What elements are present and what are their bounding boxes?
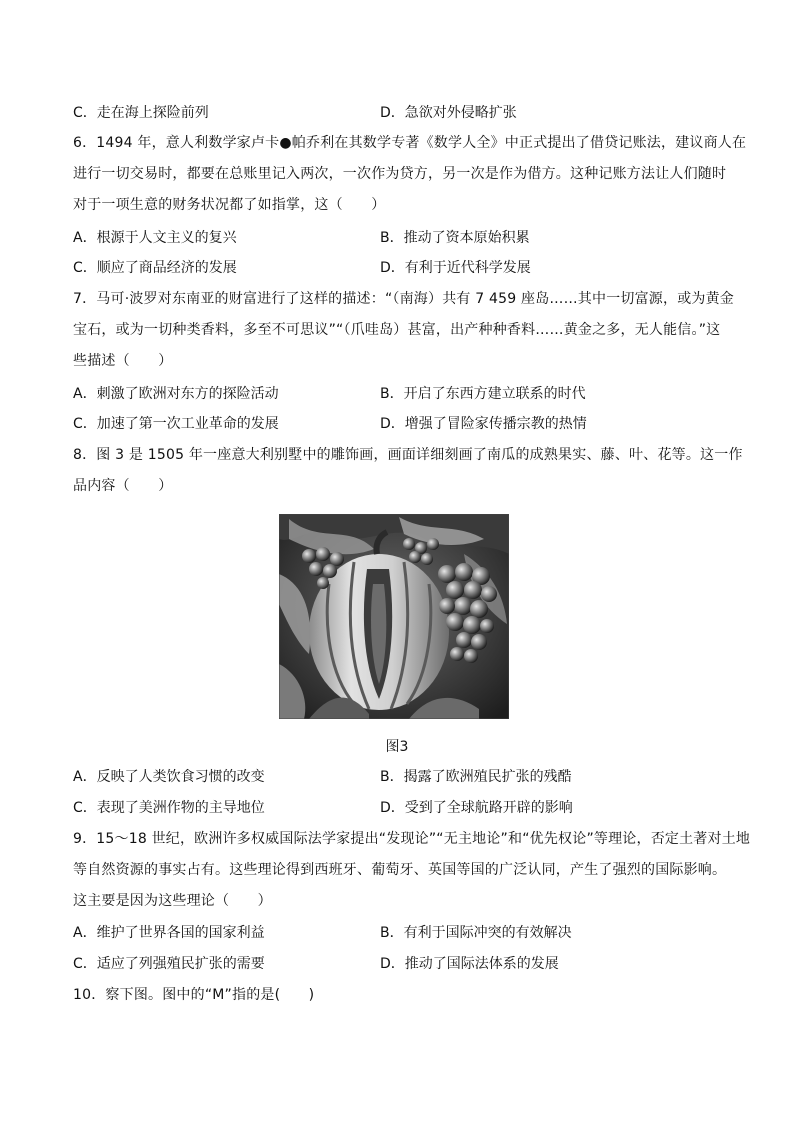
q8-stem-line-2: 品内容（ ） — [73, 478, 173, 494]
q9-option-d: D．推动了国际法体系的发展 — [380, 956, 559, 972]
q7-option-c: C．加速了第一次工业革命的发展 — [73, 416, 279, 432]
q9-option-c: C．适应了列强殖民扩张的需要 — [73, 956, 265, 972]
q5-option-c: C．走在海上探险前列 — [73, 105, 209, 121]
q6-option-b: B．推动了资本原始积累 — [380, 230, 530, 246]
q8-stem-line-1: 8．图 3 是 1505 年一座意大利别墅中的雕饰画，画面详细刻画了南瓜的成熟果实、藤、叶、花等。这一作 — [73, 447, 743, 463]
figure-3-pumpkin-relief — [279, 514, 509, 719]
q10-stem: 10．察下图。图中的“M”指的是( ) — [73, 987, 315, 1003]
q7-stem-line-3: 些描述（ ） — [73, 353, 173, 369]
q8-option-a: A．反映了人类饮食习惯的改变 — [73, 769, 265, 785]
q7-option-b: B．开启了东西方建立联系的时代 — [380, 386, 586, 402]
q6-option-d: D．有利于近代科学发展 — [380, 260, 531, 276]
q7-stem-line-2: 宝石，或为一切种类香料，多至不可思议”“（爪哇岛）甚富，出产种种香料……黄金之多，无人能信。”这 — [73, 322, 721, 338]
q7-option-a: A．刺激了欧洲对东方的探险活动 — [73, 386, 279, 402]
q9-option-a: A．维护了世界各国的国家利益 — [73, 925, 265, 941]
q6-stem-line-3: 对于一项生意的财务状况都了如指掌，这（ ） — [73, 197, 386, 213]
q6-stem-line-1: 6．1494 年，意人利数学家卢卡●帕乔利在其数学专著《数学人全》中正式提出了借贷记账法，建议商人在 — [73, 135, 747, 151]
q6-option-a: A．根源于人文主义的复兴 — [73, 230, 237, 246]
q8-option-d: D．受到了全球航路开辟的影响 — [380, 800, 573, 816]
q8-option-c: C．表现了美洲作物的主导地位 — [73, 800, 265, 816]
q7-option-d: D．增强了冒险家传播宗教的热情 — [380, 416, 587, 432]
q9-stem-line-1: 9．15～18 世纪，欧洲许多权威国际法学家提出“发现论”“无主地论”和“优先权论”等理论，否定土著对土地 — [73, 831, 751, 847]
q5-option-d: D．急欲对外侵略扩张 — [380, 105, 517, 121]
q6-stem-line-2: 进行一切交易时，都要在总账里记入两次，一次作为贷方，另一次是作为借方。这种记账方法让人们随时 — [73, 166, 727, 182]
q8-option-b: B．揭露了欧洲殖民扩张的残酷 — [380, 769, 572, 785]
q7-stem-line-1: 7．马可·波罗对东南亚的财富进行了这样的描述：“（南海）共有 7 459 座岛……其中一切富源，或为黄金 — [73, 291, 734, 307]
q9-option-b: B．有利于国际冲突的有效解决 — [380, 925, 572, 941]
figure-3-caption: 图3 — [385, 739, 409, 755]
q9-stem-line-3: 这主要是因为这些理论（ ） — [73, 893, 272, 909]
q6-option-c: C．顺应了商品经济的发展 — [73, 260, 237, 276]
q9-stem-line-2: 等自然资源的事实占有。这些理论得到西班牙、葡萄牙、英国等国的广泛认同，产生了强烈的国际影响。 — [73, 862, 727, 878]
